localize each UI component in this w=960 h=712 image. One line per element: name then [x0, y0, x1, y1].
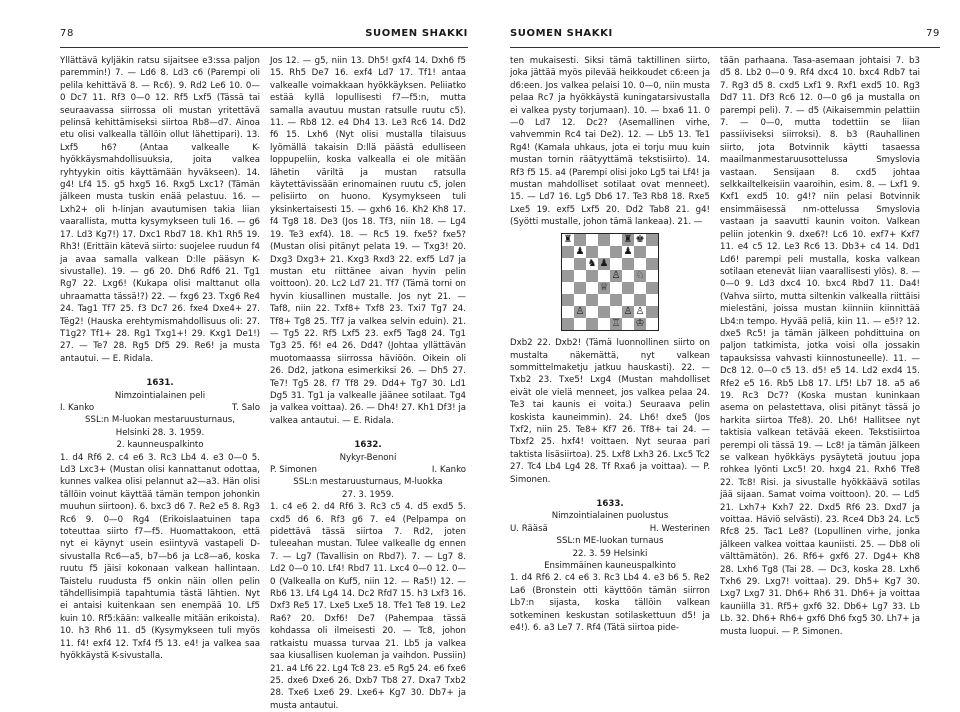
black-player: I. Kanko: [431, 465, 466, 475]
left-page: [0, 0, 476, 711]
game-place-date: Helsinki 28. 3. 1959.: [115, 427, 205, 438]
diagram-wrapper: [510, 229, 710, 337]
game-moves: 1. d4 Rf6 2. c4 e6 3. Rc3 Lb4 4. e3 b6 5. Re2 La6 (Bronstein otti käyttöön tämän siirron Lb7:n sijasta, koska tällöin valkean sotkeminen keskustan sotilaskettuun d5! ja e4!). 6. a3 Le7 7. Rf4 (Tätä siirtoa pide-: [510, 573, 710, 634]
chess-piece: ♜: [563, 233, 573, 245]
right-column-1: [510, 55, 710, 691]
game-moves: 1. c4 e6 2. d4 Rf6 3. Rc3 c5 4. d5 exd5 5. cxd5 d6 6. Rf3 g6 7. e4 (Pelpampa on pidettävä tässä siirtoa 7. Rd2, joten tuleeahan mustan. Tulee valkealle dg ennen 7. — Lg7 (Tavallisin on Rbd7). 7. — Lg7 8. Ld2 0—0 10. Lf4! Rbd7 11. Lxc4 0—0 12. 0—0 (Valkealla on Kuf5, niin 12. — Ra5!) 12. — Rb6 13. Lf4 Lg4 14. Dc2 Rfd7 15. h3 Lxf3 16. Dxf3 Re5 17. Lxe5 Lxe5 18. Tfe1 Te8 19. Le2 Ra6? 20. Dxf6! De7 (Pahempaa tässä kohdassa oli ilmeisesti 20. — Tc8, johon ratkaistu muassa turvaa 21. Lb5 ja valkea saa kiusallisen kuoleman ja vaihdon. Pussiin) 21. a4 Lf6 22. Lg4 Tc8 23. e5 Rg5 24. e6 fxe6 25. dxe6 Dxe6 26. Dxb7 Tb8 27. Dxa7 Txb2 28. Txe6 Lxe6 29. Lxe6+ Kg7 30. Db7+ ja musta antautui.: [270, 502, 466, 711]
game-annotation: Dxb2 22. Dxb2! (Tämä luonnollinen siirto on mustalta näkemättä, nyt valkean sommittelmaketju jatkuu hauskasti). 22. — Txb2 23. Txe5! Lxg4 (Mustan mahdolliset eivät ole vielä menneet, jos valkea pelaa 24. Te3 tai kaunis ei voita.) Seuraava pelin koskista kauneimmin). 24. Lh6! dxe5 (Jos Txf2, niin 25. Te8+ Kf7 26. Tf8+ tai 24. — Tbxf2 25. hxf4! voittaen. Nyt seuraa pari taktista lisäsiirtoa). 25. Lxf8 Lxh3 26. Lxc5 Tc2 27. Tc4 Lb4 Lg4 28. Tf Rxa6 ja voittaa). — P. Simonen.: [510, 338, 710, 485]
page-header: [510, 28, 940, 44]
chess-diagram: [561, 233, 659, 331]
game-opening: Nimzointialainen puolustus: [551, 511, 669, 522]
game-number: 1633.: [596, 498, 624, 509]
right-column-2: [720, 55, 920, 691]
chess-piece: ♙: [611, 269, 621, 281]
chess-piece: ♕: [599, 281, 609, 293]
game-place-date: 22. 3. 59 Helsinki: [572, 548, 648, 559]
game-number: 1632.: [354, 440, 382, 451]
running-title: SUOMEN SHAKKI: [510, 28, 613, 39]
running-title: SUOMEN SHAKKI: [365, 28, 468, 39]
chess-piece: ♟: [599, 257, 609, 269]
game-opening: Nimzointialainen peli: [114, 390, 206, 401]
chess-piece: ♟: [623, 245, 633, 257]
game-moves: 1. d4 Rf6 2. c4 e6 3. Rc3 Lb4 4. e3 0—0 5. Ld3 Lxc3+ (Mustan olisi kannattanut odottaa, kunnes valkea olisi pelannut a2—a3. Hän olisi tällöin voinut käyttää tämän tempon johonkin muuhun siirtoon). 6. bxc3 d6 7. Re2 e5 8. Rg3 Rc6 9. 0—0 Rg4 (Erikoislaatuinen tapa toteuttaa siirto f7—f5. Huomattakoon, että nyt ei käynyt usein esiintyvä vastapeli D-sivustalla Rc6—a5, b7—b6 ja Lc8—a6, koska ruutu f5 jäisi kokonaan valkean hallintaan. Taistelu ruudusta f5 onkin näin ollen pelin tähdellisimpiä tapahtumia tästä lähtien. Nyt ei antaisi kuitenkaan sen enempää 10. Lf5 kuin 10. Rf5:kään: valkealle mitään erikoista). 10. h3 Rh6 11. d5 (Kysymykseen tuli myös 11. f4! exf4 12. Txf4 f5 13. e4! ja valkea saa hyökkäystä K-sivustalla.: [60, 452, 260, 662]
chess-piece: ♙: [575, 305, 585, 317]
chess-piece: ♞: [587, 257, 597, 269]
page-header: [60, 28, 468, 44]
chess-piece: ♘: [635, 269, 645, 281]
black-player: T. Salo: [231, 402, 260, 413]
game-event: SSL:n M-luokan mestaruusturnaus,: [85, 415, 235, 426]
chess-piece: ♙: [623, 305, 633, 317]
game-players: [270, 464, 466, 476]
chess-piece: ♖: [611, 317, 621, 329]
page-gutter: [476, 0, 484, 696]
game-annotation: Yllättävä kyljäkin ratsu sijaitsee e3:ssa paljon paremmin!) 7. — Ld6 8. Ld3 c6 (Parempi oli pelila kehittävä 8. — Rc6). 9. Rd2 Le6 10. 0—0 Dc7 11. Rf3 0—0 12. Rf5 Lxf5 (Tässä tai seuraavassa siirrossa oli mustan yritettävä pelinsä kehittämiseksi siirtoa Rb8—d7. Ainoa etu olisi valkealla tällöin ollut lähettipari). 13. Lxf5 h6? (Antaa valkealle K-hyökkäysmahdollisuuksia, joita valkea ryhtyykin oitis käyttämään hyväkseen). 14. g4! Lf4 15. g5 hxg5 16. Rxg5 Lxc1? (Tämän jälkeen musta tuskin enää pelastuu. 16. — Lxh2+ oli h-linjan avautumisen takia liian vaarallista, mutta kysymykseen tuli 16. — g6 17. Ld3 Kg7!) 17. Dxc1 Rbd7 18. Kh1 Rh5 19. Rh3! (Erittäin kätevä siirto: suojelee ruudun f4 ja avaa samalla valkean D:lle pääsyn K-sivustalle). 19. — g6 20. Dh6 Rdf6 21. Tg1 Rg7 22. Lxg6! (Kukapa olisi malttanut olla uhraamatta tässä!?) 22. — fxg6 23. Txg6 Re4 24. Tag1 Tf7 25. f3 Dc7 26. fxe4 Dxe4+ 27. Tëg2! (Hauska erehtymismahdollisuus oli: 27. T1g2? Tf1+ 28. Rg1 Txg1+! 29. Kxg1 De1!) 27. — Te7 28. Rg5 Df5 29. Re6! ja musta antautui. — E. Ridala.: [60, 56, 260, 364]
game-annotation: Jos 12. — g5, niin 13. Dh5! gxf4 14. Dxh6 f5 15. Rh5 De7 16. exf4 Ld7 17. Tf1! antaa valkealle voimakkaan hyökkäyksen. Peliiatko estää kyllä lopullisesti f7—f5:n, mutta samalla avautuu mustan ratsulle ruutu c5). 11. — Rb8 12. e4 Dh4 13. Le3 Rc6 14. Dd2 f6 15. Lxh6 (Nyt olisi mustalla tilaisuus lyömällä takaisin D:llä päästä edulliseen loppupeliin, koska valkealla ei ole mitään lähetin väriltä ja mustan ratsulla käytettävissään erinomainen ruutu c5, jolen pelisiirto on huono. Kysymykseen tuli yksinkertaisesti 15. — gxh6 16. Kh2 Kh8 17. f4 Tg8 18. De3 (Jos 18. Tf3, niin 18. — Lg4 19. Te3 exf4). 18. — Rc5 19. fxe5? fxe5? (Mustan olisi pitänyt pelata 19. — Txg3! 20. Dxg3 Dxg3+ 21. Kxg3 Rxd3 22. exf5 Ld7 ja mustan etu riittänee aivan hyvin pelin voittoon). 20. Lc2 Ld7 21. Tf7 (Tämä torni on hyvin kiusallinen mustalle. Jos nyt 21. — Taf8, niin 22. Txf8+ Txf8 23. Txi7 Tg7 24. Tf8+ Tg8 25. Tf7 ja valkea selvin eduin). 21. — Tg5 22. Rf5 Lxf5 23. exf5 Tag8 24. Tg1 Tg3 25. f6! e4 26. Dd4? (Johtaa yllättävän muotomaassa siirrossa häviöön. Oikein oli 26. Dd2, jatkona esimerkiksi 26. — Dh5 27. Te7! Tg5 28. f7 Tf8 29. Dd4+ Tg7 30. Ld1 Dg5 31. Tg1 ja valkealle jäänee sotilaat. Tg4 ja valkea voittaa). 26. — Dh4! 27. Kh1 Df3! ja valkea antautui. — E. Ridala.: [270, 56, 466, 426]
game-players: [60, 402, 260, 414]
game-annotation: tään parhaana. Tasa-asemaan johtaisi 7. b3 d5 8. Lb2 0—0 9. Rf4 dxc4 10. bxc4 Rdb7 tai 7. Rg3 d5 8. cxd5 Lxf1 9. Rxf1 exd5 10. Rg3 Dd7 11. Df3 Rc6 12. 0—0 g6 ja mustalla on parempi peli). 7. — d5 (Aikaisemmin pelattiin 7. — 0—0, mutta todettiin se liian passiiviseksi siirroksi). 8. b3 (Rauhallinen siirto, jota Botvinnik käytti tasaessa maailmanmestaruusottelussa Smyslovia vastaan. Sensijaan 8. cxd5 johtaa selkkailtelkeisiin vaaroihin, esim. 8. — Lxf1 9. Kxf1 exd5 10. g4!? niin pelasi Botvinnik ensimmäisessä nm-ottelussa Smyslovia vastaan ja saavutti kaunin voiton. Valkean peliin jotenkin 9. dxe6?! Lc6 10. exf7+ Kxf7 11. e4 c5 12. Le3 Rc6 13. Db3+ c4 14. Dd1 Ld6! parempi peli mustalla, koska valkean sotilaan etenevät liian vaarallisesti ylös). 8. — 0—0 9. Ld3 dxc4 10. bxc4 Rbd7 11. Da4! (Vahva siirto, mutta siltenkin valkealla riittäisi mielestäni, joissa mustan kiinniin kiinnittää Lb4:n tempo. Hyvää peliä, kiin 11. — e5!? 12. dxe5 Rc5! ja tämän jälkeen pohdittuina on paljon tatkimista, jotka voisi olla jossakin tapauksissa vahvasti kiinnostuneelle). 11. — Dc8 12. 0—0 c5 13. d5! e5 14. Ld2 exd4 15. Rfe2 e5 16. Rb5 Lb8 17. Lf5! Lb7 18. a5 a6 19. Rc3 Dc7? (Koska mustan kuninkaan asema on pelastettava, olisi pitänyt tässä jo harkita siirtoa Tfe8). 20. Lh6! Hallitsee nyt taktisia valkean tetävää ekeen. Tekstisiirtoa perempi oli tässä 19. — Lc8! ja tämän jälkeen se valkean hyökkäys pysäytetä joutuu jopa rohkea lyönti Lxc5! 20. hxg4 21. Rxh6 Tfe8 22. Tc8! Risi. ja sivustalle hyökkäävä sotilas jää sijaan. Samat voima voittoon). 20. — Ld5 21. Lxh7+ Kxh7 22. Dxd5 Rf6 23. Dxd7 ja voittaa. Häviö selvästi). 23. Rce4 Db3 24. Lc5 Rfc8 25. Tac1 Le8? (Lopullinen virhe, jonka jälkeen valkea voittaa kauniisti. 25. — Db8 oli välttämätön). 26. Rf6+ gxf6 27. Dg4+ Kh8 28. Lxh6 Tg8 (Tai 28. — Dc3, koska 28. Lxh6 Txh6 29. Lxg7! voittaa). 29. Dh5+ Kg7 30. Lxg7 Lxg7 31. Dh6+ Rh6 31. Dh6+ ja voittaa kauniilla 31. Rf5+ gxf6 32. Db6+ Lg7 33. Lb Lb. 32. Dh6+ Rh6+ gxf6 Dh6 fxg5 30. Lh7+ ja musta luopui. — P. Simonen.: [720, 56, 920, 637]
game-opening: Nykyr-Benoni: [339, 452, 397, 463]
right-page: [484, 0, 960, 696]
game-players: [510, 523, 710, 535]
page-number: 78: [60, 28, 74, 39]
chess-piece: ♔: [635, 317, 645, 329]
game-prize: 2. kaunneuspalkinto: [116, 440, 204, 451]
white-player: U. Rääsä: [510, 523, 548, 534]
game-event: SSL:n mestaruusturnaus, M-luokka: [293, 477, 443, 488]
game-annotation: ten mukaisesti. Siksi tämä taktillinen siirto, joka jättää myös pilevää heikkoudet c6:een ja d6:een. Jos valkea pelaisi 10. 0—0, niin musta pelaa Rc7 ja hyökkäystä kuningatarsivustalla ei valkea pysty torjumaan). 10. — bxa6 11. 0—0 Ld7 12. Dc2? (Asemallinen virhe, vahvemmin Rc4 tai De2). 12. — Lb5 13. Te1 Rg4! (Kamala uhkaus, jota ei torju muu kuin mustan tornin räätyyttämä tekstisiirto). 14. Rf3 f5 15. a4 (Parempi olisi joko Lg5 tai Lf4! ja mustan mahdolliset sotilaat ovat menneet). 15. — Ld7 16. Lg5 Db6 17. Te3 Rb8 18. Rxe5 Lxe5 19. exf5 Lxf5 20. Dd2 Tab8 21. g4! (Syötti mustalle, johon tämä lankeaa). 21. —: [510, 56, 710, 228]
left-column-1: [60, 55, 260, 691]
game-place-date: 27. 3. 1959.: [342, 489, 394, 500]
header-rule: [510, 47, 940, 48]
left-column-2: [270, 55, 466, 711]
white-player: I. Kanko: [60, 402, 95, 413]
white-player: P. Simonen: [270, 465, 317, 475]
chess-piece: ♜: [623, 233, 633, 245]
chess-piece: ♟: [575, 245, 585, 257]
chess-piece: ♙: [635, 305, 645, 317]
header-rule: [60, 47, 468, 48]
game-event: SSL:n ME-luokan turnaus: [556, 536, 664, 547]
black-player: H. Westerinen: [649, 523, 710, 534]
game-number: 1631.: [146, 378, 174, 389]
chess-piece: ♚: [635, 233, 645, 245]
game-prize: Ensimmäinen kauneuspalkinto: [544, 561, 676, 571]
page-number: 79: [926, 28, 940, 39]
